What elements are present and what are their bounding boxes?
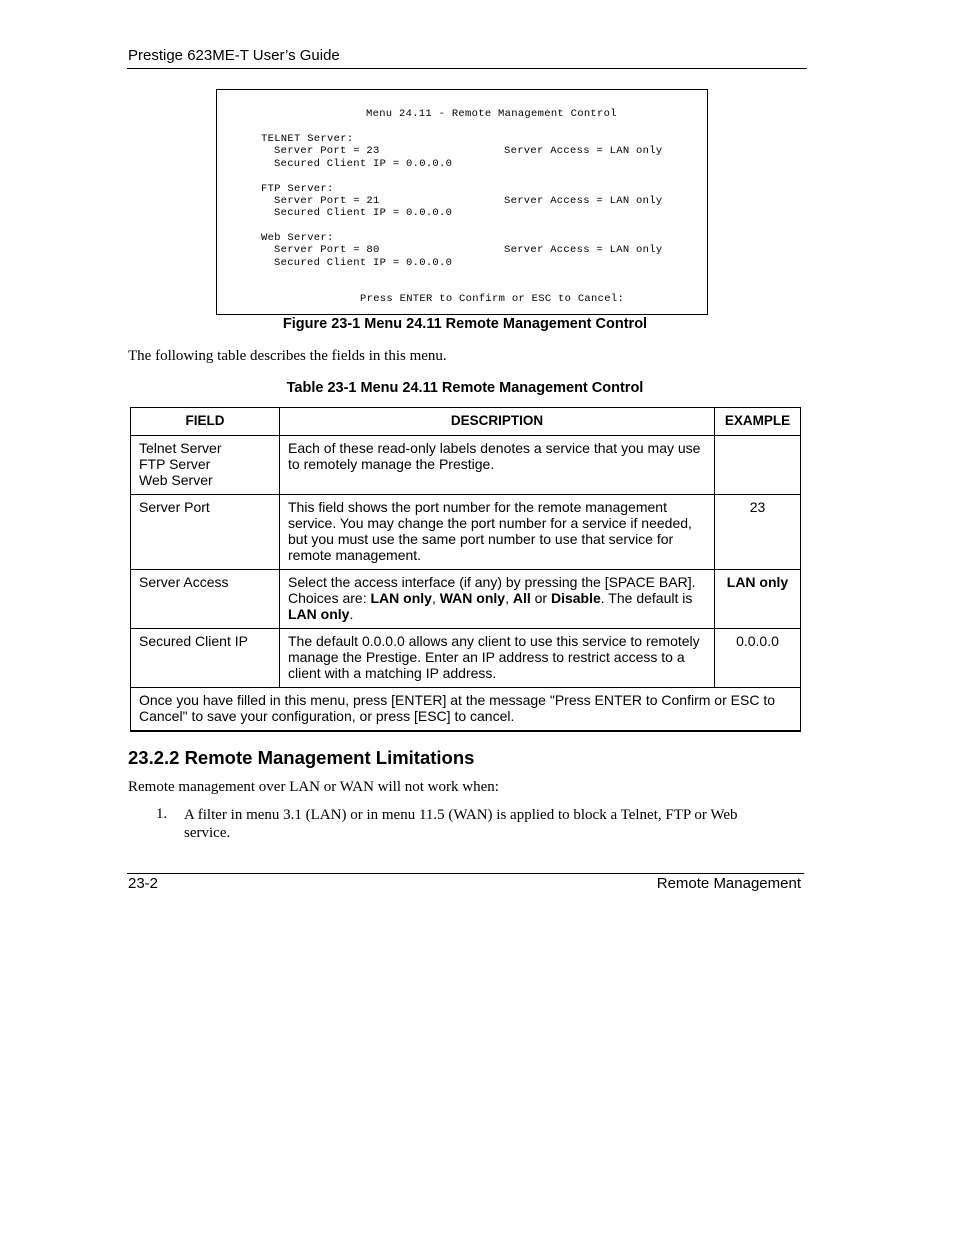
header-example: EXAMPLE (715, 408, 801, 436)
field-cell (131, 436, 280, 495)
default-value: LAN only (288, 606, 350, 622)
menu-prompt: Press ENTER to Confirm or ESC to Cancel: (360, 293, 625, 305)
ftp-ip: Secured Client IP = 0.0.0.0 (274, 207, 453, 219)
web-ip: Secured Client IP = 0.0.0.0 (274, 257, 453, 269)
example-cell (715, 436, 801, 495)
example-cell: LAN only (715, 570, 801, 629)
field-cell: Secured Client IP (131, 629, 280, 688)
table-footer-note: Once you have filled in this menu, press [ENTER] at the message "Press ENTER to Confirm or ESC to Cancel" to save your configuration, or press [ESC] to cancel. (131, 688, 801, 732)
desc-text: . The default is (600, 590, 693, 606)
section-heading: 23.2.2 Remote Management Limitations (128, 747, 475, 768)
telnet-port: Server Port = 23 (274, 145, 380, 157)
page-header-title: Prestige 623ME-T User’s Guide (128, 47, 340, 64)
list-item-number: 1. (156, 806, 168, 822)
menu-title: Menu 24.11 - Remote Management Control (366, 108, 617, 120)
example-cell: 0.0.0.0 (715, 629, 801, 688)
header-description: DESCRIPTION (280, 408, 715, 436)
table-row (131, 570, 801, 629)
header-field: FIELD (131, 408, 280, 436)
ftp-access: Server Access = LAN only (504, 195, 663, 207)
table-row (131, 436, 801, 495)
section-intro: Remote management over LAN or WAN will not work when: (128, 779, 499, 795)
table-caption: Table 23-1 Menu 24.11 Remote Management Control (286, 380, 644, 396)
field-cell: Server Access (131, 570, 280, 629)
choice-lan-only: LAN only (370, 590, 432, 606)
ftp-label: FTP Server: (261, 183, 334, 195)
ftp-port: Server Port = 21 (274, 195, 380, 207)
figure-caption: Figure 23-1 Menu 24.11 Remote Management Control (282, 316, 648, 332)
list-item: A filter in menu 3.1 (LAN) or in menu 11.5 (WAN) is applied to block a Telnet, FTP or Web service. (184, 807, 738, 841)
desc-sep: or (530, 590, 551, 606)
web-label: Web Server: (261, 232, 334, 244)
field-telnet-server: Telnet Server (139, 440, 222, 456)
telnet-access: Server Access = LAN only (504, 145, 663, 157)
field-table (130, 407, 801, 732)
field-ftp-server: FTP Server (139, 456, 211, 472)
web-port: Server Port = 80 (274, 244, 380, 256)
page-number: 23-2 (128, 875, 159, 892)
choice-wan-only: WAN only (439, 590, 506, 606)
table-footer-row (131, 688, 801, 732)
choice-all: All (512, 590, 531, 606)
chapter-title: Remote Management (656, 875, 801, 892)
intro-paragraph: The following table describes the fields in this menu. (128, 348, 447, 364)
description-cell: Each of these read-only labels denotes a service that you may use to remotely manage the Prestige. (280, 436, 715, 495)
example-cell: 23 (715, 495, 801, 570)
telnet-label: TELNET Server: (261, 133, 354, 145)
table-header-row (131, 408, 801, 436)
desc-sep: , (431, 590, 440, 606)
menu-screen (216, 89, 708, 315)
field-cell: Server Port (131, 495, 280, 570)
description-cell: This field shows the port number for the remote management service. You may change the port number for a service if needed, but you must use the same port number to use that service for remote management. (280, 495, 715, 570)
choice-disable: Disable (550, 590, 601, 606)
footer-rule (127, 873, 804, 874)
web-access: Server Access = LAN only (504, 244, 663, 256)
desc-text: Select the access interface (if any) by pressing the [SPACE BAR]. Choices are: (288, 574, 696, 606)
telnet-ip: Secured Client IP = 0.0.0.0 (274, 158, 453, 170)
desc-sep: , (505, 590, 513, 606)
table-row (131, 495, 801, 570)
description-cell: The default 0.0.0.0 allows any client to use this service to remotely manage the Prestige. Enter an IP address to restrict access to a client with a matching IP address. (280, 629, 715, 688)
description-cell (280, 570, 715, 629)
field-web-server: Web Server (139, 472, 213, 488)
table-row (131, 629, 801, 688)
desc-text: . (349, 606, 354, 622)
header-rule (127, 68, 807, 69)
